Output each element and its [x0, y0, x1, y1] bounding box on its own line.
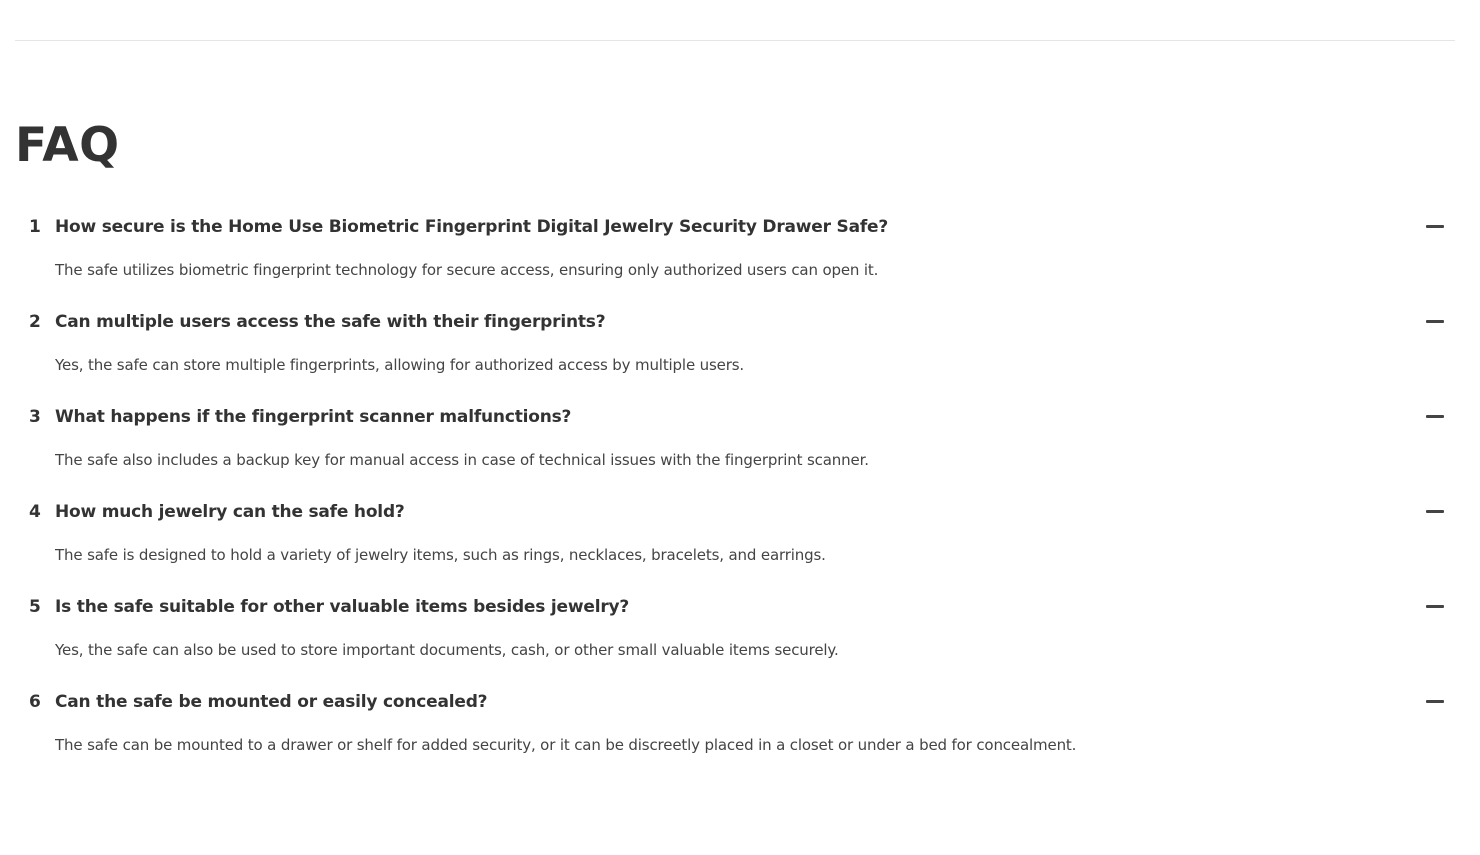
faq-question-5[interactable] [15, 590, 1455, 624]
faq-answer: The safe also includes a backup key for manual access in case of technical issues with the fingerprint scanner. [55, 451, 869, 469]
faq-answer: The safe can be mounted to a drawer or shelf for added security, or it can be discreetly placed in a closet or under a bed for concealment. [55, 736, 1077, 754]
faq-item-5 [15, 590, 1455, 685]
faq-number: 1 [29, 217, 41, 237]
faq-number: 5 [29, 597, 41, 617]
faq-number: 2 [29, 312, 41, 332]
minus-icon[interactable] [1426, 217, 1444, 235]
top-divider [15, 40, 1455, 41]
faq-question-text: How secure is the Home Use Biometric Fingerprint Digital Jewelry Security Drawer Safe? [55, 217, 889, 237]
faq-answer: The safe utilizes biometric fingerprint technology for secure access, ensuring only authorized users can open it. [55, 261, 879, 279]
faq-answer: Yes, the safe can store multiple fingerprints, allowing for authorized access by multiple users. [55, 356, 745, 374]
faq-question-3[interactable] [15, 400, 1455, 434]
faq-number: 4 [29, 502, 41, 522]
faq-question-text: What happens if the fingerprint scanner malfunctions? [55, 407, 572, 427]
faq-question-text: Can multiple users access the safe with their fingerprints? [55, 312, 606, 332]
faq-item-4 [15, 495, 1455, 590]
minus-icon[interactable] [1426, 502, 1444, 520]
minus-icon[interactable] [1426, 407, 1444, 425]
minus-icon[interactable] [1426, 597, 1444, 615]
faq-question-text: How much jewelry can the safe hold? [55, 502, 405, 522]
faq-question-text: Is the safe suitable for other valuable items besides jewelry? [55, 597, 630, 617]
faq-number: 3 [29, 407, 41, 427]
faq-item-1 [15, 210, 1455, 305]
minus-icon[interactable] [1426, 692, 1444, 710]
faq-question-4[interactable] [15, 495, 1455, 529]
faq-item-3 [15, 400, 1455, 495]
faq-title: FAQ [15, 118, 120, 173]
faq-question-6[interactable] [15, 685, 1455, 719]
faq-item-6 [15, 685, 1455, 780]
faq-list [15, 210, 1455, 780]
faq-answer: Yes, the safe can also be used to store important documents, cash, or other small valuable items securely. [55, 641, 839, 659]
faq-question-1[interactable] [15, 210, 1455, 244]
faq-number: 6 [29, 692, 41, 712]
faq-question-text: Can the safe be mounted or easily concealed? [55, 692, 488, 712]
faq-question-2[interactable] [15, 305, 1455, 339]
faq-answer: The safe is designed to hold a variety of jewelry items, such as rings, necklaces, bracelets, and earrings. [55, 546, 826, 564]
faq-item-2 [15, 305, 1455, 400]
minus-icon[interactable] [1426, 312, 1444, 330]
